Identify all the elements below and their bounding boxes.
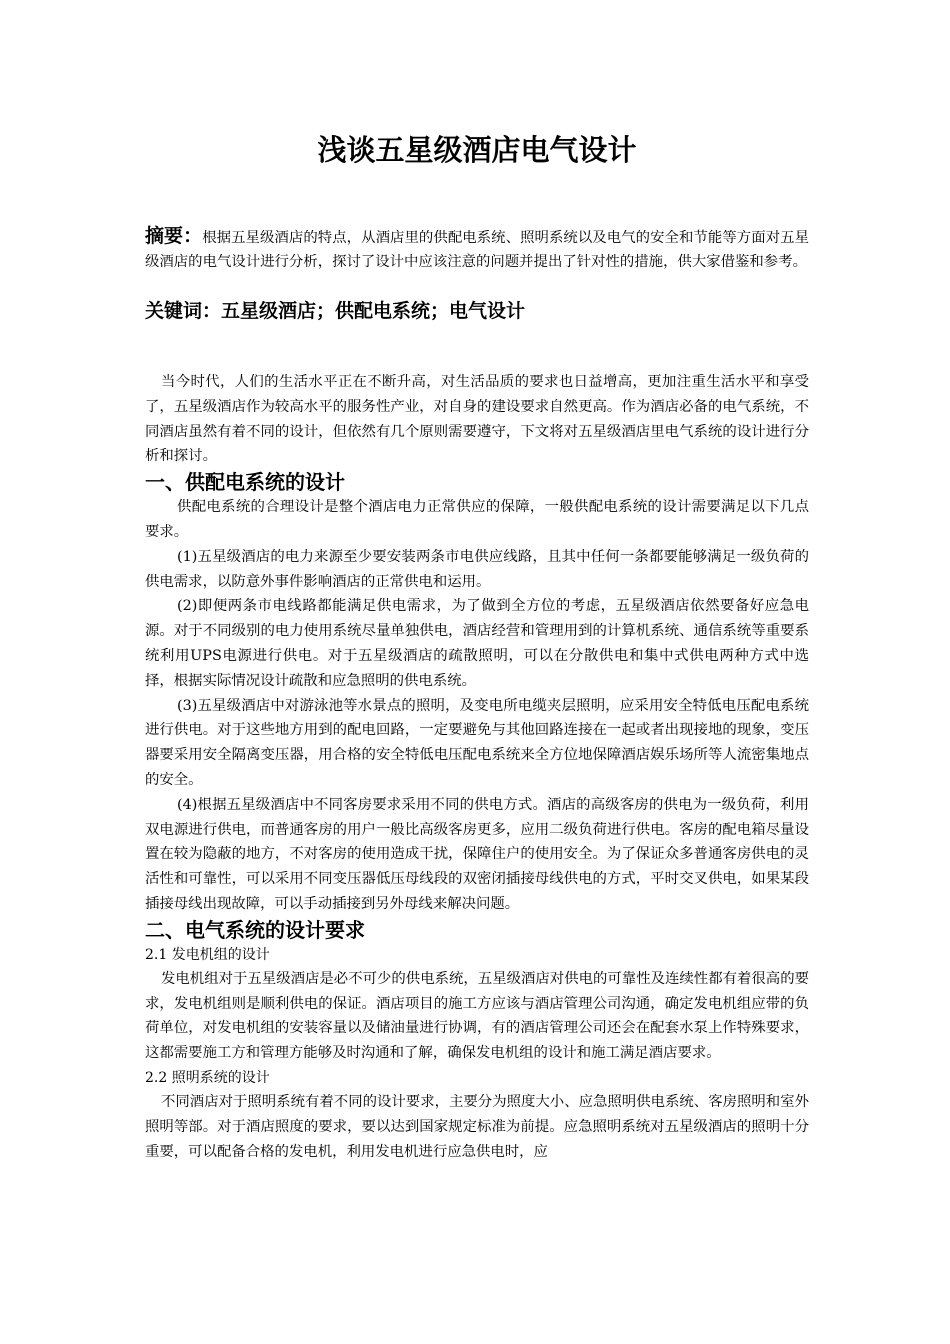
body-text [145,370,809,1164]
abstract [145,224,809,274]
subsection-heading-2-2: 2.2 照明系统的设计 [145,1069,270,1086]
abstract-label: 摘要： [145,225,203,247]
abstract-text: 根据五星级酒店的特点，从酒店里的供配电系统、照明系统以及电气的安全和节能等方面对五星级酒店的电气设计进行分析，探讨了设计中应该注意的问题并提出了针对性的措施，供大家借鉴和参考。 [145,230,809,270]
document-title: 浅谈五星级酒店电气设计 [317,133,637,167]
section1-paragraph-4: (4)根据五星级酒店中不同客房要求采用不同的供电方式。酒店的高级客房的供电为一级负荷，利用双电源进行供电，而普通客房的用户一般比高级客房更多，应用二级负荷进行供电。客房的配电箱尽量设置在较为隐蔽的地方，不对客房的使用造成干扰，保障住户的使用安全。为了保证众多普通客房供电的灵活性和可靠性，可以采用不同变压器低压母线段的双密闭插接母线供电的方式，平时交叉供电，如果某段插接母线出现故障，可以手动插接到另外母线来解决问题。 [145,796,809,912]
section1-paragraph-2: (2)即便两条市电线路都能满足供电需求，为了做到全方位的考虑，五星级酒店依然要备好应急电源。对于不同级别的电力使用系统尽量单独供电，酒店经营和管理用到的计算机系统、通信系统等重要系统利用UPS电源进行供电。对于五星级酒店的疏散照明，可以在分散供电和集中式供电两种方式中选择，根据实际情况设计疏散和应急照明的供电系统。 [145,598,809,689]
section-heading-2: 二、电气系统的设计要求 [145,917,365,942]
subsection-heading-2-1: 2.1 发电机组的设计 [145,946,270,963]
section1-paragraph-0: 供配电系统的合理设计是整个酒店电力正常供应的保障，一般供配电系统的设计需要满足以下几点要求。 [145,499,809,540]
section1-paragraph-3: (3)五星级酒店中对游泳池等水景点的照明，及变电所电缆夹层照明，应采用安全特低电压配电系统进行供电。对于这些地方用到的配电回路，一定要避免与其他回路连接在一起或者出现接地的现象，变压器要采用安全隔离变压器，用合格的安全特低电压配电系统来全方位地保障酒店娱乐场所等人流密集地点的安全。 [145,697,809,788]
keywords: 关键词：五星级酒店；供配电系统；电气设计 [145,300,526,322]
subsection-2-2-paragraph: 不同酒店对于照明系统有着不同的设计要求，主要分为照度大小、应急照明供电系统、客房照明和室外照明等部。对于酒店照度的要求，要以达到国家规定标准为前提。应急照明系统对五星级酒店的照明十分重要，可以配备合格的发电机，利用发电机进行应急供电时，应 [145,1093,809,1160]
subsection-2-1-paragraph: 发电机组对于五星级酒店是必不可少的供电系统，五星级酒店对供电的可靠性及连续性都有着很高的要求，发电机组则是顺利供电的保证。酒店项目的施工方应该与酒店管理公司沟通，确定发电机组应带的负荷单位，对发电机组的安装容量以及储油量进行协调，有的酒店管理公司还会在配套水泵上作特殊要求，这都需要施工方和管理方能够及时沟通和了解，确保发电机组的设计和施工满足酒店要求。 [145,970,809,1062]
intro-paragraph: 当今时代，人们的生活水平正在不断升高，对生活品质的要求也日益增高，更加注重生活水平和享受了，五星级酒店作为较高水平的服务性产业，对自身的建设要求自然更高。作为酒店必备的电气系统，不同酒店虽然有着不同的设计，但依然有几个原则需要遵守，下文将对五星级酒店里电气系统的设计进行分析和探讨。 [145,374,809,465]
section-heading-1: 一、供配电系统的设计 [145,470,345,495]
section1-paragraph-1: (1)五星级酒店的电力来源至少要安装两条市电供应线路，且其中任何一条都要能够满足一级负荷的供电需求，以防意外事件影响酒店的正常供电和运用。 [145,548,809,590]
